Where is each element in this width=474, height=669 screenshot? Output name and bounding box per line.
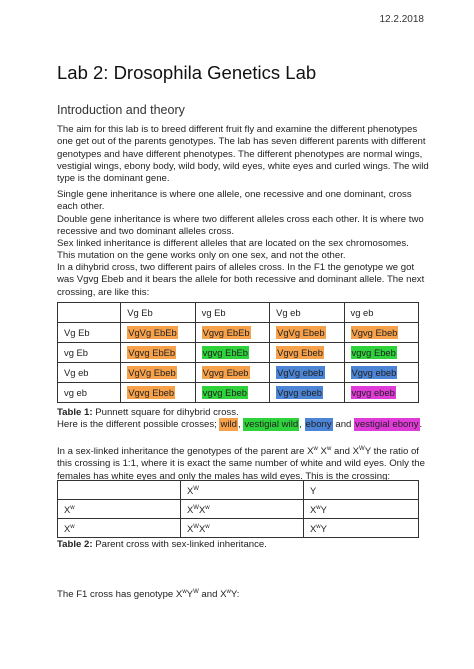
text-run: In a sex-linked inheritance the genotypes of the parent are X — [57, 446, 314, 457]
table-row — [58, 383, 419, 403]
table-cell: $X^W$ — [181, 481, 304, 500]
date-header: 12.2.2018 — [379, 14, 424, 25]
genotype-highlight: VgVg Ebeb — [277, 327, 325, 338]
text-run: The F1 cross has genotype X — [57, 589, 183, 600]
caption-text: Punnett square for dihybrid cross. — [92, 407, 239, 418]
table-cell — [344, 323, 418, 343]
genotype-highlight: VgVg Ebeb — [128, 367, 176, 378]
superscript: w — [226, 588, 231, 595]
section-heading: Introduction and theory — [57, 103, 185, 117]
table-cell — [270, 383, 344, 403]
table-cell — [195, 383, 269, 403]
legend-and: and — [332, 419, 355, 430]
genotype-highlight: VgVg EbEb — [128, 327, 177, 338]
row-label: Vg Eb — [58, 323, 121, 343]
legend-line — [57, 419, 437, 431]
table-cell — [195, 343, 269, 363]
table-row — [58, 363, 419, 383]
table-cell — [270, 343, 344, 363]
legend-prefix: Here is the different possible crosses; — [57, 419, 220, 430]
table-cell — [195, 323, 269, 343]
table-row — [58, 519, 419, 538]
sex-linked-text: Sex linked inheritance is different alleles that are located on the sex chromosomes. This mutation on the gene works only on one sex, and not the other. — [57, 238, 409, 262]
inheritance-paragraph — [57, 189, 429, 263]
table2-caption — [57, 539, 437, 551]
table-cell — [270, 363, 344, 383]
table-cell — [270, 323, 344, 343]
legend-vestigial-ebony: vestigial ebony — [355, 419, 419, 430]
table-cell — [195, 363, 269, 383]
genotype-highlight: vgvg Ebeb — [351, 347, 396, 358]
table-cell: $X^w$ — [58, 500, 181, 519]
single-gene-text: Single gene inheritance is where one allele, one recessive and one dominant, cross each other. — [57, 189, 412, 213]
table-header-cell: vg eb — [344, 303, 418, 323]
legend-separator: , — [299, 419, 305, 430]
table-row — [58, 343, 419, 363]
table-row — [58, 500, 419, 519]
genotype-highlight: Vgvg EbEb — [202, 327, 250, 338]
table-cell — [121, 323, 195, 343]
table-cell: $X^WX^w$ — [181, 519, 304, 538]
superscript: W — [193, 588, 199, 595]
text-run: X — [317, 446, 327, 457]
table-cell — [121, 343, 195, 363]
legend-vestigial-wild: vestigial wild — [244, 419, 299, 430]
table-cell: Y — [304, 481, 419, 500]
table-cell: $X^WX^w$ — [181, 500, 304, 519]
table-row — [58, 323, 419, 343]
superscript: w — [182, 588, 187, 595]
genotype-highlight: Vgvg Ebeb — [277, 347, 323, 358]
table-cell: $X^w$ — [58, 519, 181, 538]
genotype-highlight: Vgvg ebeb — [351, 367, 397, 378]
table-row — [58, 481, 419, 500]
genotype-highlight: vgvg ebeb — [351, 387, 395, 398]
text-run: Y: — [230, 589, 240, 600]
caption-text: Parent cross with sex-linked inheritance. — [92, 539, 267, 550]
legend-separator: , — [238, 419, 244, 430]
row-label: Vg eb — [58, 363, 121, 383]
table-cell — [121, 363, 195, 383]
genotype-highlight: vgvg Ebeb — [202, 387, 247, 398]
text-run: Y — [364, 446, 371, 457]
legend-wild: wild — [220, 419, 237, 430]
genotype-highlight: Vgvg EbEb — [128, 347, 176, 358]
superscript: w — [326, 445, 332, 452]
punnett-table-sex-linked — [57, 480, 419, 538]
superscript: w — [313, 445, 318, 452]
legend-ebony: ebony — [305, 419, 332, 430]
table-cell — [344, 343, 418, 363]
table-cell: $X^wY$ — [304, 500, 419, 519]
genotype-highlight: Vgvg Ebeb — [351, 327, 398, 338]
text-run: the ratio of this crossing is 1:1, where it is exact the same number of white and wild eyes. Only the females has white eyes and only the males has wild eyes. This is the crossing: — [57, 446, 425, 482]
legend-end: . — [419, 419, 423, 430]
superscript: W — [359, 445, 365, 452]
row-label: vg eb — [58, 383, 121, 403]
dihybrid-paragraph: In a dihybrid cross, two different pairs of alleles cross. In the F1 the genotype we got was Vgvg Ebeb and it bears the allele for both recessive and dominant allele. The next crossing, are like this: — [57, 262, 425, 298]
genotype-highlight: vgvg EbEb — [202, 347, 248, 358]
table-header-cell: Vg eb — [270, 303, 344, 323]
caption-label: Table 2: — [57, 539, 93, 550]
punnett-table-dihybrid — [57, 302, 419, 403]
table-cell: $X^wY$ — [304, 519, 419, 538]
table-header-cell: Vg Eb — [121, 303, 195, 323]
caption-label: Table 1: — [57, 407, 93, 418]
table-cell — [58, 303, 121, 323]
text-run: and X — [331, 446, 360, 457]
genotype-highlight: Vgvg Ebeb — [202, 367, 249, 378]
table-cell — [121, 383, 195, 403]
table-header-cell: vg Eb — [195, 303, 269, 323]
page-title: Lab 2: Drosophila Genetics Lab — [57, 62, 317, 83]
table-header-row — [58, 303, 419, 323]
sex-linked-paragraph — [57, 446, 429, 483]
table-cell — [58, 481, 181, 500]
text-run: and X — [198, 589, 227, 600]
genotype-highlight: Vgvg Ebeb — [128, 387, 175, 398]
genotype-highlight: VgVg ebeb — [277, 367, 324, 378]
f1-cross-paragraph — [57, 589, 429, 601]
text-run: Y — [186, 589, 194, 600]
table-cell — [344, 363, 418, 383]
table-cell — [344, 383, 418, 403]
row-label: vg Eb — [58, 343, 121, 363]
genotype-highlight: Vgvg ebeb — [277, 387, 322, 398]
intro-paragraph: The aim for this lab is to breed different fruit fly and examine the different phenotypes one get out of the parents genotypes. The lab has seven different parents with different genotypes and have different phenotypes. The different phenotypes are normal wings, vestigial wings, ebony body, wild body, wild eyes, white eyes and curled wings. The wild type is the dominant gene. — [57, 124, 429, 185]
double-gene-text: Double gene inheritance is where two different alleles cross each other. It is where two recessive and two dominant alleles cross. — [57, 213, 424, 237]
